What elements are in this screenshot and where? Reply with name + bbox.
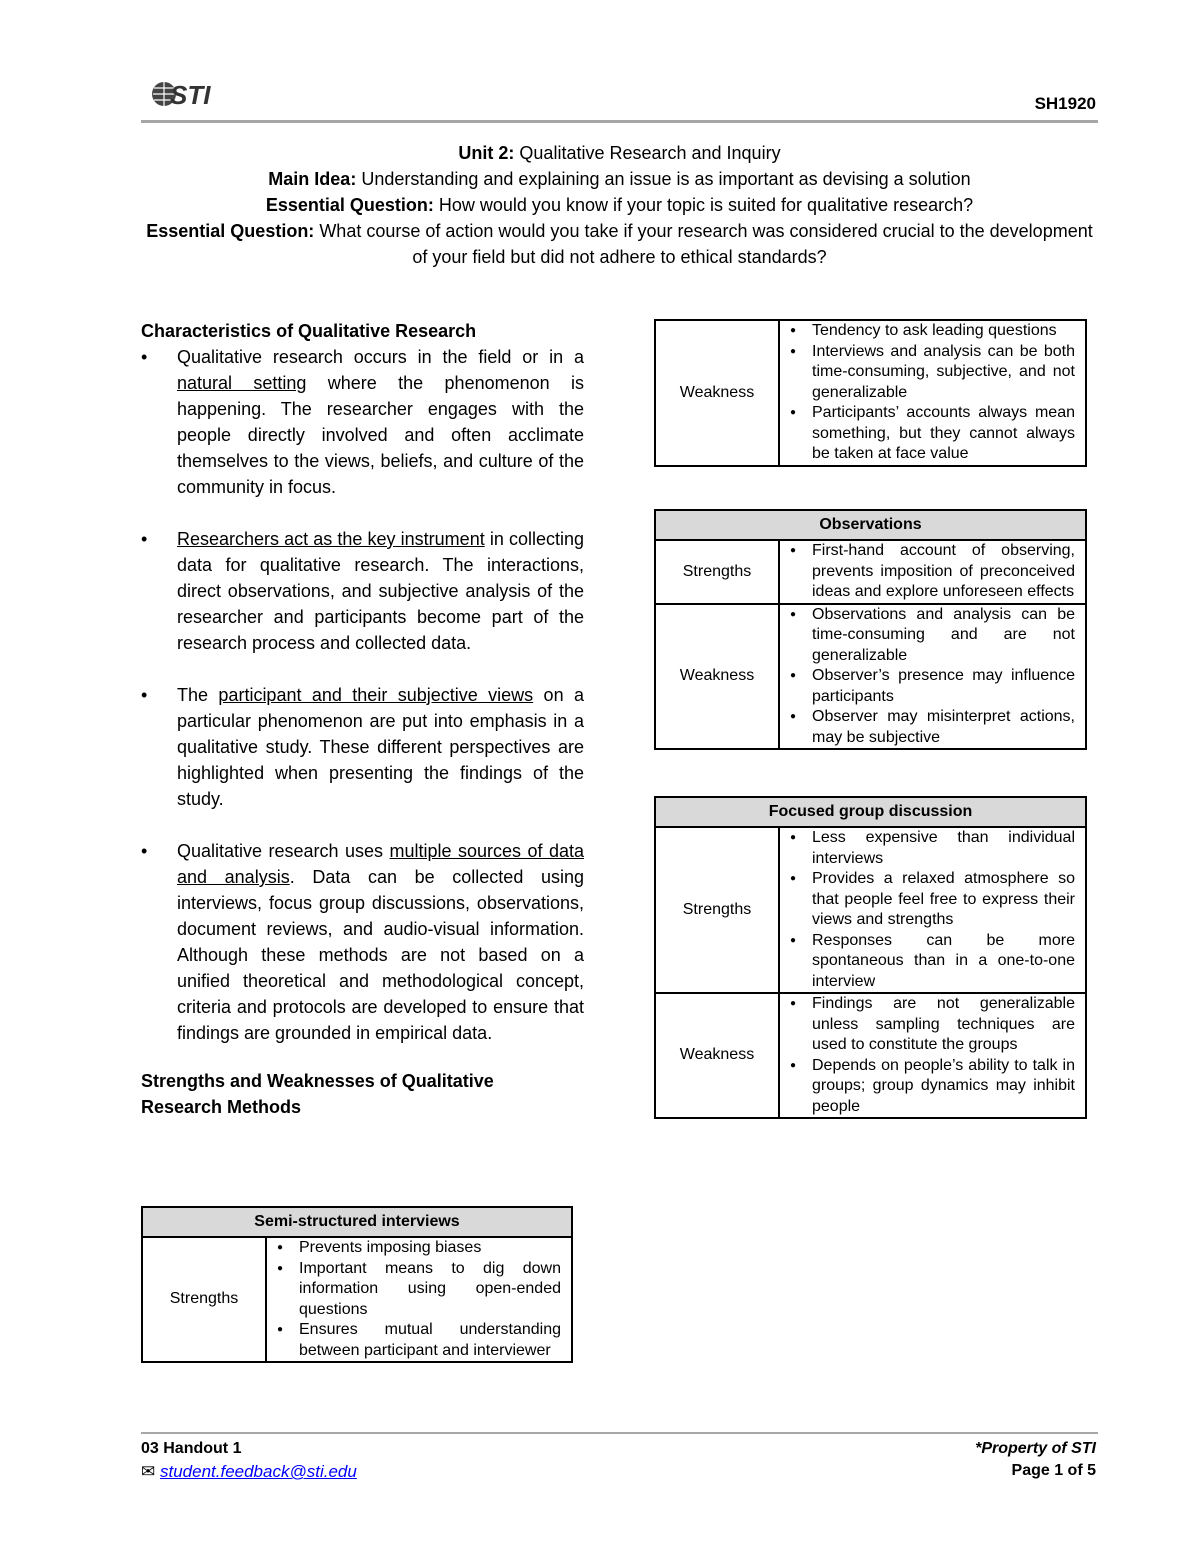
eq2-label: Essential Question: — [146, 221, 315, 241]
row-label: Strengths — [142, 1237, 266, 1362]
eq1-label: Essential Question: — [265, 195, 434, 215]
underlined-term: natural setting — [177, 373, 307, 393]
text: in collecting data for qualitative research. The interactions, direct observations, and subjective analysis of the researcher and participants become part of the research process and collected data. — [177, 529, 584, 653]
text: . Data can be collected using interviews, focus group discussions, observations, document reviews, and audio-visual information. Although these methods are not based on a unified theoretical and methodological concept, criteria and protocols are developed to ensure that findings are grounded in empirical data. — [177, 867, 584, 1043]
row-content — [779, 604, 1086, 750]
list-item: ● Depends on people’s ability to talk in groups; group dynamics may inhibit people — [812, 1056, 1075, 1118]
eq1-text: How would you know if your topic is suited for qualitative research? — [433, 195, 974, 215]
envelope-icon: ✉ — [141, 1462, 156, 1481]
list-item: ● Observations and analysis can be time-consuming and are not generalizable — [812, 605, 1075, 667]
row-content — [779, 320, 1086, 466]
eq2-text: What course of action would you take if your research was considered crucial to the development of your field but did not adhere to ethical standards? — [314, 221, 1093, 267]
header-divider — [141, 120, 1098, 123]
page-number: Page 1 of 5 — [1011, 1462, 1096, 1479]
logo-text: STI — [170, 80, 211, 110]
property-label: *Property of STI — [975, 1440, 1096, 1457]
underlined-term: multiple sources of data and analysis — [177, 841, 584, 887]
observations-table — [654, 509, 1087, 750]
footer-email — [141, 1462, 357, 1482]
document-id: SH1920 — [1034, 94, 1096, 113]
text: where the phenomenon is happening. The researcher engages with the people directly involved and often acclimate themselves to the views, beliefs, and culture of the community in focus. — [177, 373, 584, 497]
essential-question-1 — [141, 192, 1098, 218]
list-item — [141, 526, 584, 656]
footer-divider — [141, 1432, 1098, 1434]
list-item: ● Ensures mutual understanding between participant and interviewer — [299, 1320, 561, 1361]
handout-label: 03 Handout 1 — [141, 1440, 242, 1457]
table-row — [655, 604, 1086, 750]
table-row — [655, 540, 1086, 604]
table-row — [142, 1237, 572, 1362]
text: The — [177, 685, 219, 705]
focus-group-table — [654, 796, 1087, 1119]
characteristics-list — [141, 344, 584, 1046]
list-item: ● Observer’s presence may influence participants — [812, 666, 1075, 707]
list-item: ● Responses can be more spontaneous than in a one-to-one interview — [812, 931, 1075, 993]
title-block — [141, 140, 1098, 270]
main-idea-text: Understanding and explaining an issue is as important as devising a solution — [356, 169, 971, 189]
row-content — [779, 827, 1086, 993]
list-item: ● Important means to dig down information using open-ended questions — [299, 1259, 561, 1321]
table-title: Focused group discussion — [655, 797, 1086, 827]
table-row — [655, 827, 1086, 993]
row-content — [779, 540, 1086, 604]
text: Qualitative research uses — [177, 841, 390, 861]
essential-question-2 — [141, 218, 1098, 270]
strengths-weaknesses-heading: Strengths and Weaknesses of Qualitative Research Methods — [141, 1071, 494, 1117]
table-title: Semi-structured interviews — [142, 1207, 572, 1237]
list-item: ● First-hand account of observing, prevents imposition of preconceived ideas and explore unforeseen effects — [812, 541, 1075, 603]
unit-text: Qualitative Research and Inquiry — [514, 143, 781, 163]
list-item — [141, 344, 584, 500]
underlined-term: participant and their subjective views — [218, 685, 534, 705]
list-item — [141, 682, 584, 812]
row-label: Weakness — [655, 604, 779, 750]
unit-label: Unit 2: — [458, 143, 515, 163]
characteristics-heading: Characteristics of Qualitative Research — [141, 321, 477, 341]
semi-structured-weakness-table — [654, 319, 1087, 467]
table-row — [655, 320, 1086, 466]
semi-structured-table — [141, 1206, 573, 1363]
row-label: Strengths — [655, 827, 779, 993]
list-item: ● Findings are not generalizable unless sampling techniques are used to constitute the groups — [812, 994, 1075, 1056]
email-link[interactable]: student.feedback@sti.edu — [159, 1462, 357, 1481]
text: on a particular phenomenon are put into emphasis in a qualitative study. These different perspectives are highlighted when presenting the findings of the study. — [177, 685, 584, 809]
table-title: Observations — [655, 510, 1086, 540]
row-content — [779, 993, 1086, 1118]
list-item: ● Prevents imposing biases — [299, 1238, 561, 1259]
row-label: Weakness — [655, 993, 779, 1118]
left-column — [141, 318, 584, 1120]
sti-logo — [150, 74, 230, 114]
list-item: ● Interviews and analysis can be both time-consuming, subjective, and not generalizable — [812, 342, 1075, 404]
list-item — [141, 838, 584, 1046]
table-row — [655, 993, 1086, 1118]
list-item: ● Less expensive than individual interviews — [812, 828, 1075, 869]
list-item: ● Participants’ accounts always mean something, but they cannot always be taken at face value — [812, 403, 1075, 465]
underlined-term: Researchers act as the key instrument — [177, 529, 485, 549]
main-idea-label: Main Idea: — [268, 169, 357, 189]
row-label: Weakness — [655, 320, 779, 466]
row-label: Strengths — [655, 540, 779, 604]
list-item: ● Tendency to ask leading questions — [812, 321, 1075, 342]
main-idea-line — [141, 166, 1098, 192]
unit-line — [141, 140, 1098, 166]
row-content — [266, 1237, 572, 1362]
list-item: ● Observer may misinterpret actions, may be subjective — [812, 707, 1075, 748]
list-item: ● Provides a relaxed atmosphere so that people feel free to express their views and strengths — [812, 869, 1075, 931]
text: Qualitative research occurs in the field or in a — [177, 347, 584, 367]
